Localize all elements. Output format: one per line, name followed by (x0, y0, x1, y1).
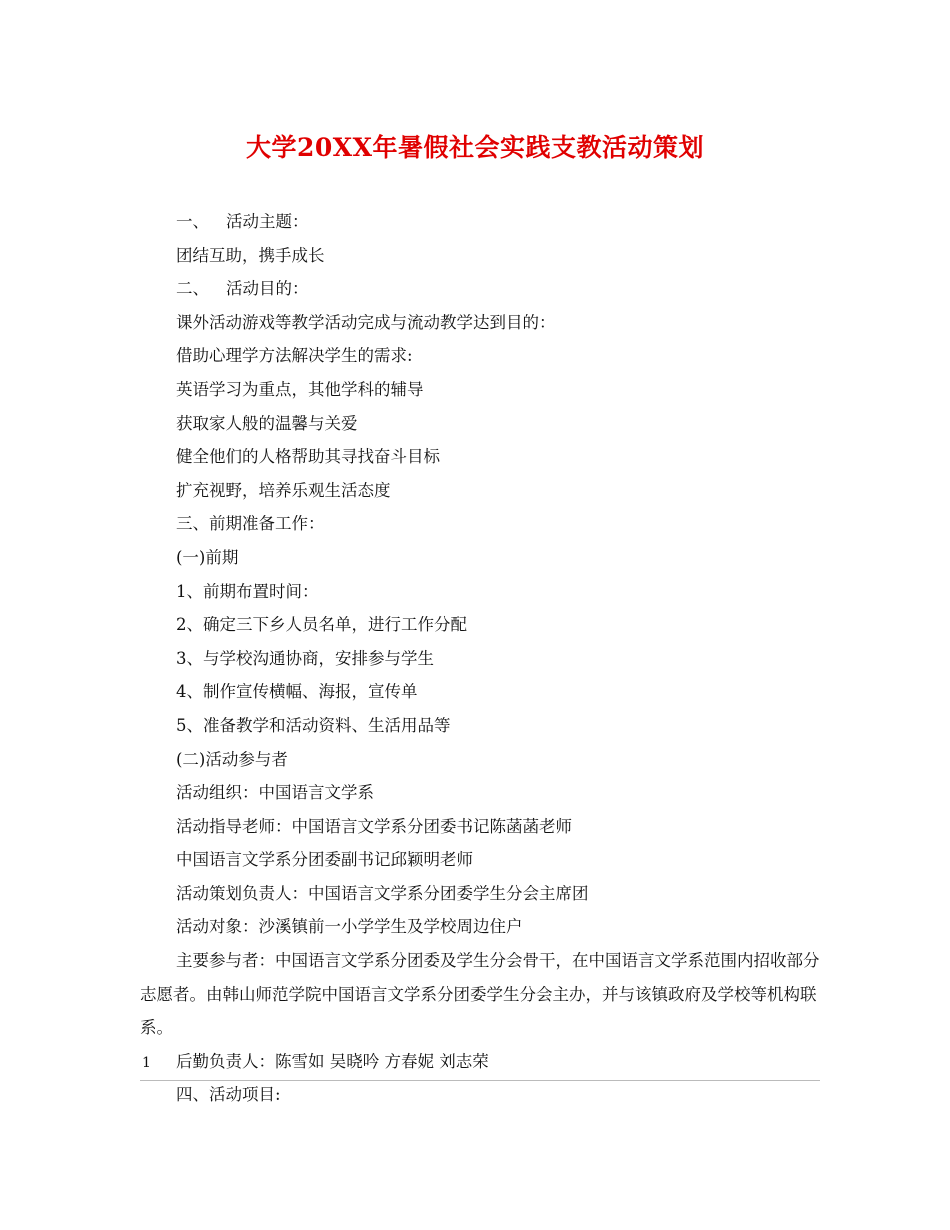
participants-subheading: (二)活动参与者 (176, 749, 288, 769)
participant-item: 活动对象：沙溪镇前一小学学生及学校周边住户 (176, 917, 523, 937)
prep-item: 4、制作宣传横幅、海报，宣传单 (176, 682, 418, 702)
participant-item: 活动策划负责人：中国语言文学系分团委学生分会主席团 (176, 883, 589, 903)
prep-subheading: (一)前期 (176, 547, 239, 567)
prep-item: 5、准备教学和活动资料、生活用品等 (176, 715, 451, 735)
projects-heading: 四、活动项目: (176, 1085, 281, 1105)
page-number: 1 (142, 1055, 151, 1071)
prep-item: 3、与学校沟通协商，安排参与学生 (176, 648, 434, 668)
purpose-item: 借助心理学方法解决学生的需求: (176, 346, 413, 366)
main-participants-paragraph: 主要参与者：中国语言文学系分团委及学生分会骨干，在中国语言文学系范围内招收部分志愿者。由韩山师范学院中国语言文学系分团委学生分会主办，并与该镇政府及学校等机构联系。 (140, 951, 820, 1038)
section-heading-text: 活动主题： (226, 212, 309, 231)
section-heading-text: 活动目的： (226, 279, 309, 299)
purpose-item: 课外活动游戏等教学活动完成与流动教学达到目的： (176, 312, 556, 332)
logistics-paragraph: 后勤负责人：陈雪如 吴晓吟 方春妮 刘志荣 (176, 1051, 489, 1071)
purpose-item: 英语学习为重点，其他学科的辅导 (176, 379, 424, 399)
purpose-item: 扩充视野，培养乐观生活态度 (176, 480, 391, 500)
prep-item: 2、确定三下乡人员名单，进行工作分配 (176, 615, 467, 635)
participant-item: 活动指导老师：中国语言文学系分团委书记陈菡菡老师 (176, 816, 572, 836)
section-number: 一、 (176, 212, 209, 231)
document-body (140, 205, 820, 1112)
prep-heading: 三、前期准备工作： (176, 514, 325, 534)
footer-divider (140, 1080, 820, 1081)
purpose-item: 获取家人般的温馨与关爱 (176, 413, 358, 433)
purpose-item: 健全他们的人格帮助其寻找奋斗目标 (176, 447, 440, 467)
prep-item: 1、前期布置时间： (176, 581, 319, 601)
section-number: 二、 (176, 279, 209, 299)
document-title: 大学20XX年暑假社会实践支教活动策划 (245, 133, 705, 162)
theme-heading (140, 205, 820, 239)
participant-item: 活动组织：中国语言文学系 (176, 783, 374, 803)
purpose-heading (140, 272, 820, 306)
theme-text: 团结互助，携手成长 (176, 245, 325, 265)
participant-item: 中国语言文学系分团委副书记邱颖明老师 (176, 850, 473, 870)
